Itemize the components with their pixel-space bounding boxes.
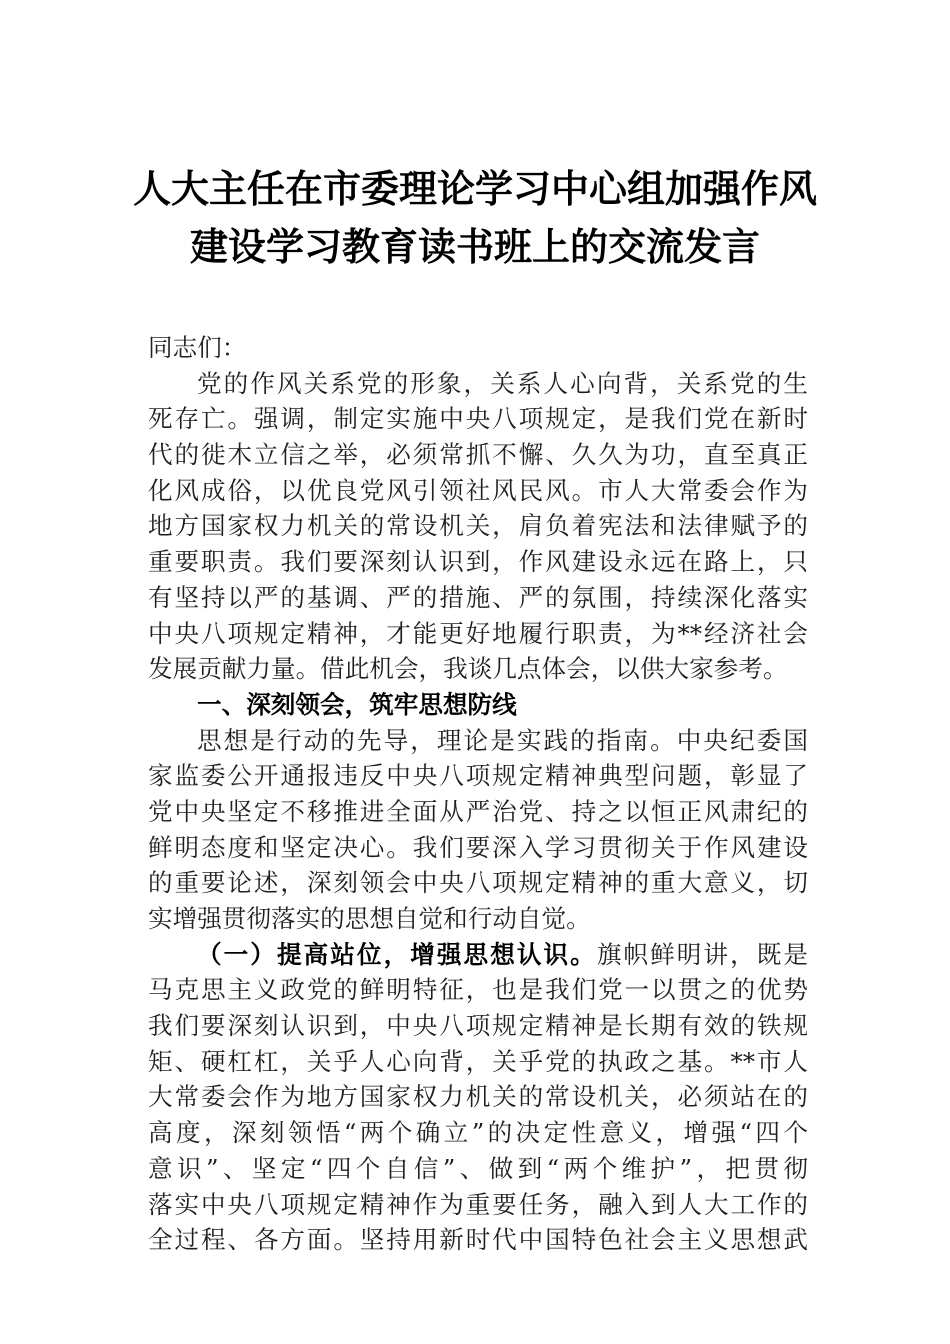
text-line: 矩、硬杠杠，关乎人心向背，关乎党的执政之基。**市人 (148, 1046, 808, 1076)
section-heading: 一、深刻领会，筑牢思想防线 (197, 689, 517, 719)
text-line: 我们要深刻认识到，中央八项规定精神是长期有效的铁规 (148, 1011, 808, 1041)
text-line: 全过程、各方面。坚持用新时代中国特色社会主义思想武 (148, 1225, 808, 1255)
paragraph-subsection-1 (148, 937, 808, 1258)
text-line: 大常委会作为地方国家权力机关的常设机关，必须站在的 (148, 1082, 808, 1112)
title-line-1: 人大主任在市委理论学习中心组加强作风 (132, 166, 817, 211)
text-line: 党中央坚定不移推进全面从严治党、持之以恒正风肃纪的 (148, 796, 808, 826)
salutation: 同志们： (148, 333, 247, 362)
title-line-2: 建设学习教育读书班上的交流发言 (189, 224, 760, 269)
subsection-lead-rest: 旗帜鲜明讲，既是 (596, 939, 808, 969)
subsection-lead: （一）提高站位，增强思想认识。 (197, 939, 597, 969)
text-line: 中央八项规定精神，才能更好地履行职责，为**经济社会 (148, 618, 808, 648)
text-line: 发展贡献力量。借此机会，我谈几点体会，以供大家参考。 (148, 654, 788, 684)
paragraph-intro (148, 366, 808, 687)
text-line: 党的作风关系党的形象，关系人心向背，关系党的生 (197, 368, 808, 398)
text-line: 有坚持以严的基调、严的措施、严的氛围，持续深化落实 (148, 582, 808, 612)
text-line: 的重要论述，深刻领会中央八项规定精神的重大意义，切 (148, 868, 808, 898)
text-line: 代的徙木立信之举，必须常抓不懈、久久为功，直至真正 (148, 440, 808, 470)
text-line: 重要职责。我们要深刻认识到，作风建设永远在路上，只 (148, 547, 808, 577)
text-line: 实增强贯彻落实的思想自觉和行动自觉。 (148, 904, 591, 933)
text-line: 家监委公开通报违反中央八项规定精神典型问题，彰显了 (148, 761, 808, 791)
text-line: 落实中央八项规定精神作为重要任务，融入到人大工作的 (148, 1189, 808, 1219)
text-line: 意识”、坚定“四个自信”、做到“两个维护”，把贯彻 (148, 1153, 808, 1183)
text-line: 化风成俗，以优良党风引领社风民风。市人大常委会作为 (148, 475, 808, 505)
paragraph-section-1 (148, 723, 808, 937)
document-title (120, 160, 830, 276)
text-line (148, 937, 808, 973)
text-line: 高度，深刻领悟“两个确立”的决定性意义，增强“四个 (148, 1118, 808, 1148)
text-line: 鲜明态度和坚定决心。我们要深入学习贯彻关于作风建设 (148, 832, 808, 862)
text-line: 死存亡。强调，制定实施中央八项规定，是我们党在新时 (148, 404, 808, 434)
text-line: 地方国家权力机关的常设机关，肩负着宪法和法律赋予的 (148, 511, 808, 541)
text-line: 马克思主义政党的鲜明特征，也是我们党一以贯之的优势 (148, 975, 808, 1005)
text-line: 思想是行动的先导，理论是实践的指南。中央纪委国 (197, 725, 808, 755)
document-body (148, 330, 808, 1258)
